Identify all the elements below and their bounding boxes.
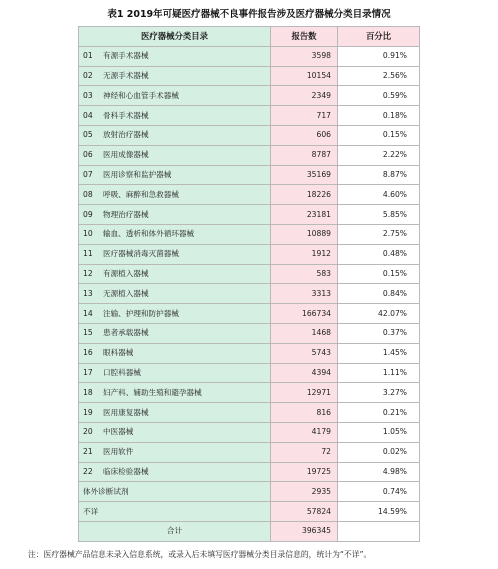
row-count: 12971 <box>271 383 338 403</box>
row-number: 12 <box>83 268 93 278</box>
table-header-row <box>79 27 420 47</box>
row-percent: 0.91% <box>338 46 420 66</box>
row-category <box>79 383 271 403</box>
row-name: 妇产科、辅助生殖和避孕器械 <box>103 387 202 397</box>
total-label: 合计 <box>79 521 271 541</box>
row-percent: 0.02% <box>338 442 420 462</box>
row-name: 不详 <box>83 506 99 516</box>
row-category <box>79 46 271 66</box>
row-name: 体外诊断试剂 <box>83 486 129 496</box>
row-category <box>79 244 271 264</box>
row-name: 医用诊察和监护器械 <box>103 169 172 179</box>
row-number: 07 <box>83 169 93 179</box>
row-percent: 3.27% <box>338 383 420 403</box>
row-number: 04 <box>83 110 93 120</box>
table-row <box>79 165 420 185</box>
row-count: 816 <box>271 403 338 423</box>
row-name: 呼吸、麻醉和急救器械 <box>103 189 179 199</box>
row-name: 有源植入器械 <box>103 268 149 278</box>
row-percent: 0.18% <box>338 106 420 126</box>
row-percent: 8.87% <box>338 165 420 185</box>
row-number: 20 <box>83 427 93 437</box>
row-name: 医用康复器械 <box>103 407 149 417</box>
row-percent: 2.22% <box>338 145 420 165</box>
row-number: 15 <box>83 328 93 338</box>
table-body <box>79 46 420 541</box>
row-percent: 4.60% <box>338 185 420 205</box>
row-number: 05 <box>83 130 93 140</box>
row-name: 神经和心血管手术器械 <box>103 90 179 100</box>
table-row <box>79 363 420 383</box>
row-category <box>79 343 271 363</box>
row-percent: 0.74% <box>338 482 420 502</box>
row-count: 18226 <box>271 185 338 205</box>
row-count: 4394 <box>271 363 338 383</box>
row-number: 22 <box>83 466 93 476</box>
row-name: 医疗器械消毒灭菌器械 <box>103 249 179 259</box>
table-row <box>79 244 420 264</box>
table-row <box>79 86 420 106</box>
row-count: 8787 <box>271 145 338 165</box>
row-count: 606 <box>271 125 338 145</box>
row-name: 有源手术器械 <box>103 51 149 61</box>
total-percent <box>338 521 420 541</box>
row-number: 14 <box>83 308 93 318</box>
row-name: 医用软件 <box>103 447 134 457</box>
row-percent: 1.45% <box>338 343 420 363</box>
row-count: 35169 <box>271 165 338 185</box>
row-percent: 0.59% <box>338 86 420 106</box>
row-category <box>79 442 271 462</box>
row-count: 5743 <box>271 343 338 363</box>
table-row <box>79 185 420 205</box>
row-category <box>79 145 271 165</box>
report-table <box>78 26 420 542</box>
row-name: 中医器械 <box>103 427 134 437</box>
row-percent: 0.15% <box>338 264 420 284</box>
row-count: 23181 <box>271 205 338 225</box>
row-count: 72 <box>271 442 338 462</box>
row-count: 3313 <box>271 284 338 304</box>
table-row <box>79 383 420 403</box>
table-row <box>79 46 420 66</box>
total-count: 396345 <box>271 521 338 541</box>
table-row <box>79 125 420 145</box>
row-number: 08 <box>83 189 93 199</box>
row-name: 物理治疗器械 <box>103 209 149 219</box>
table-row <box>79 66 420 86</box>
total-row <box>79 521 420 541</box>
row-category <box>79 323 271 343</box>
row-percent: 0.21% <box>338 403 420 423</box>
table-row <box>79 403 420 423</box>
row-category <box>79 86 271 106</box>
row-category <box>79 462 271 482</box>
row-category <box>79 66 271 86</box>
row-category <box>79 502 271 522</box>
row-number: 01 <box>83 51 93 61</box>
row-category <box>79 185 271 205</box>
row-percent: 0.84% <box>338 284 420 304</box>
row-number: 18 <box>83 387 93 397</box>
table-row <box>79 422 420 442</box>
row-category <box>79 205 271 225</box>
row-name: 患者承载器械 <box>103 328 149 338</box>
row-count: 583 <box>271 264 338 284</box>
row-number: 13 <box>83 288 93 298</box>
row-count: 10889 <box>271 224 338 244</box>
row-name: 注输、护理和防护器械 <box>103 308 179 318</box>
table-row <box>79 205 420 225</box>
row-count: 166734 <box>271 304 338 324</box>
row-category <box>79 304 271 324</box>
row-count: 3598 <box>271 46 338 66</box>
row-name: 临床检验器械 <box>103 466 149 476</box>
row-percent: 0.48% <box>338 244 420 264</box>
table-row <box>79 482 420 502</box>
row-percent: 0.15% <box>338 125 420 145</box>
row-number: 03 <box>83 90 93 100</box>
row-count: 57824 <box>271 502 338 522</box>
row-category <box>79 106 271 126</box>
row-percent: 4.98% <box>338 462 420 482</box>
row-percent: 2.56% <box>338 66 420 86</box>
row-number: 09 <box>83 209 93 219</box>
table-row <box>79 284 420 304</box>
table-row <box>79 442 420 462</box>
row-number: 19 <box>83 407 93 417</box>
row-name: 口腔科器械 <box>103 367 141 377</box>
row-category <box>79 363 271 383</box>
table-row <box>79 106 420 126</box>
header-count: 报告数 <box>271 27 338 47</box>
row-name: 骨科手术器械 <box>103 110 149 120</box>
row-count: 19725 <box>271 462 338 482</box>
row-number: 11 <box>83 249 93 259</box>
row-percent: 2.75% <box>338 224 420 244</box>
row-count: 4179 <box>271 422 338 442</box>
row-percent: 42.07% <box>338 304 420 324</box>
row-count: 1912 <box>271 244 338 264</box>
row-percent: 1.11% <box>338 363 420 383</box>
row-name: 放射治疗器械 <box>103 130 149 140</box>
row-category <box>79 125 271 145</box>
row-category <box>79 264 271 284</box>
row-category <box>79 224 271 244</box>
row-name: 输血、透析和体外循环器械 <box>103 229 195 239</box>
table-title: 表1 2019年可疑医疗器械不良事件报告涉及医疗器械分类目录情况 <box>107 9 391 20</box>
row-percent: 0.37% <box>338 323 420 343</box>
table-row <box>79 502 420 522</box>
table-row <box>79 304 420 324</box>
row-count: 2935 <box>271 482 338 502</box>
row-number: 16 <box>83 348 93 358</box>
row-percent: 1.05% <box>338 422 420 442</box>
header-percent: 百分比 <box>338 27 420 47</box>
row-name: 眼科器械 <box>103 348 134 358</box>
row-count: 717 <box>271 106 338 126</box>
table-row <box>79 264 420 284</box>
row-count: 2349 <box>271 86 338 106</box>
row-category <box>79 165 271 185</box>
row-name: 无源手术器械 <box>103 70 149 80</box>
row-name: 无源植入器械 <box>103 288 149 298</box>
row-number: 21 <box>83 447 93 457</box>
row-percent: 14.59% <box>338 502 420 522</box>
footnote: 注：医疗器械产品信息未录入信息系统，或录入后未填写医疗器械分类目录信息的，统计为“不详”。 <box>28 550 372 559</box>
table-row <box>79 224 420 244</box>
header-category: 医疗器械分类目录 <box>79 27 271 47</box>
row-name: 医用成像器械 <box>103 150 149 160</box>
row-count: 10154 <box>271 66 338 86</box>
row-percent: 5.85% <box>338 205 420 225</box>
row-number: 02 <box>83 70 93 80</box>
row-category <box>79 422 271 442</box>
table-row <box>79 323 420 343</box>
row-number: 17 <box>83 367 93 377</box>
table-row <box>79 462 420 482</box>
row-category <box>79 482 271 502</box>
row-category <box>79 403 271 423</box>
row-category <box>79 284 271 304</box>
table-row <box>79 145 420 165</box>
table-row <box>79 343 420 363</box>
row-number: 06 <box>83 150 93 160</box>
row-count: 1468 <box>271 323 338 343</box>
row-number: 10 <box>83 229 93 239</box>
